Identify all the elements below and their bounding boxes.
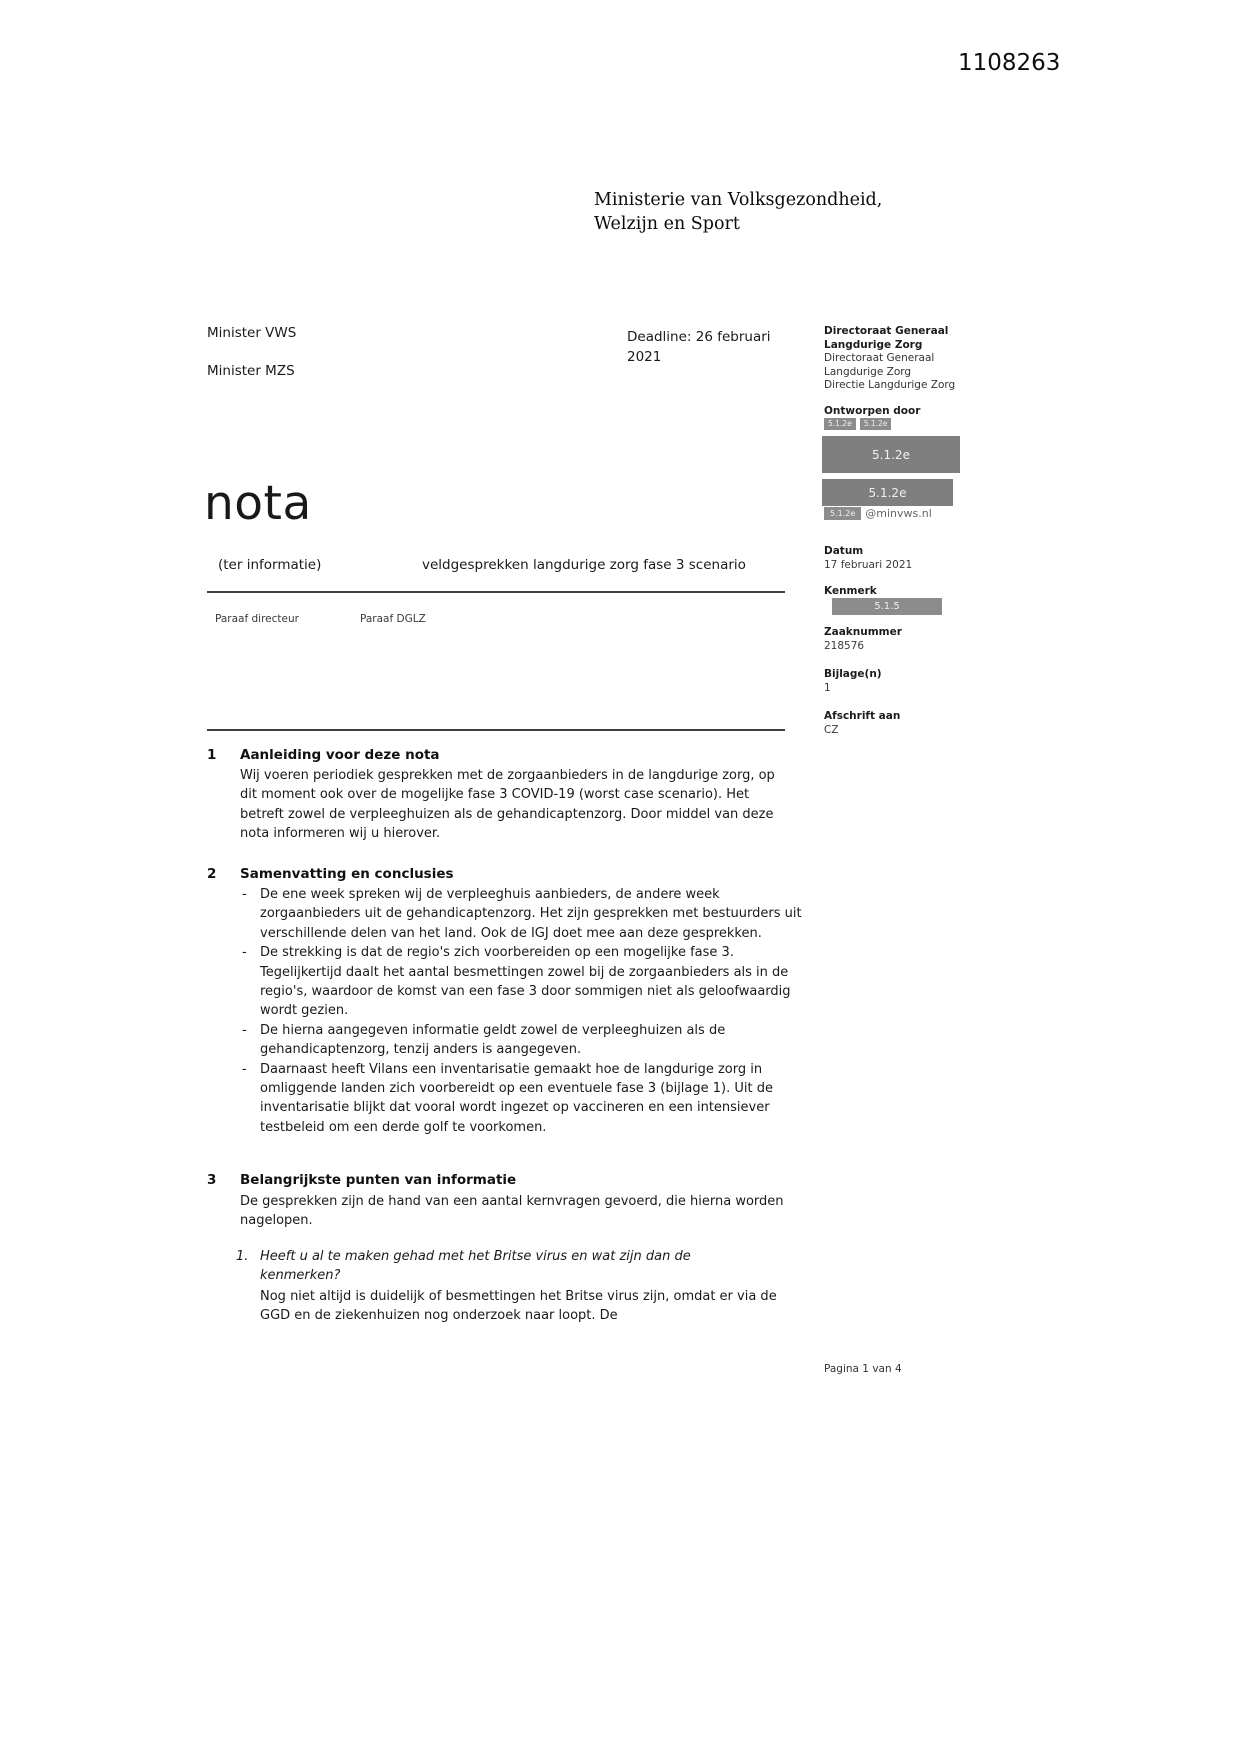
divider-line: [207, 591, 785, 593]
directorate-sub-line: Directie Langdurige Zorg: [824, 379, 956, 391]
section-paragraph: Wij voeren periodiek gesprekken met de zorgaanbieders in de langdurige zorg, op dit moment ook over de mogelijke fase 3 COVID-19 (worst case scenario). Het betreft zowel de verpleeghuizen als de gehandicaptenzorg. Door middel van deze nota informeren wij u hierover.: [240, 768, 775, 842]
bullet-marker: -: [242, 945, 247, 961]
bijlagen-value: 1: [824, 682, 831, 694]
ontworpen-door-label: Ontworpen door: [824, 405, 921, 417]
list-item: [240, 1060, 806, 1138]
list-item: [240, 885, 806, 943]
redaction-box: 5.1.5: [832, 598, 942, 615]
bullet-marker: -: [242, 1022, 247, 1038]
bullet-text: De strekking is dat de regio's zich voorbereiden op een mogelijke fase 3. Tegelijkertijd daalt het aantal besmettingen zowel bij de zorgaanbieders als in de regio's, waardoor de komst van een fase 3 door sommigen niet als geloofwaardig wordt gezien.: [260, 945, 791, 1019]
section-paragraph: De gesprekken zijn de hand van een aantal kernvragen gevoerd, die hierna worden nagelopen.: [240, 1194, 784, 1229]
datum-label: Datum: [824, 545, 864, 557]
directorate-sub-line: Langdurige Zorg: [824, 365, 912, 378]
bullet-text: De ene week spreken wij de verpleeghuis aanbieders, de andere week zorgaanbieders uit de gehandicaptenzorg. Het zijn gesprekken met bestuurders uit verschillende delen van het land. Ook de IGJ doet mee aan deze gesprekken.: [260, 887, 802, 941]
section-number: 1: [207, 747, 217, 763]
answer-paragraph: Nog niet altijd is duidelijk of besmettingen het Britse virus zijn, omdat er via de GGD en de ziekenhuizen nog onderzoek naar loopt. De: [260, 1289, 777, 1324]
section-title: Aanleiding voor deze nota: [240, 747, 440, 763]
afschrift-value: CZ: [824, 724, 839, 736]
redaction-box: 5.1.2e: [822, 436, 960, 473]
directorate-sub-line: Directoraat Generaal: [824, 352, 935, 364]
metadata-sidebar: [824, 0, 1014, 1754]
section-number: 2: [207, 866, 217, 882]
deadline-text: Deadline: 26 februari 2021: [627, 329, 771, 365]
section-heading-2: [207, 866, 454, 882]
ministry-line-2: Welzijn en Sport: [594, 214, 740, 234]
divider-line: [207, 729, 785, 731]
bijlagen-label: Bijlage(n): [824, 668, 882, 680]
recipient-minister-mzs: Minister MZS: [207, 363, 295, 379]
redaction-row: [824, 418, 891, 430]
paraaf-directeur-label: Paraaf directeur: [215, 613, 299, 625]
directorate-name-line: Langdurige Zorg: [824, 338, 923, 351]
section-number: 3: [207, 1172, 217, 1188]
ministry-line-1: Ministerie van Volksgezondheid,: [594, 190, 883, 210]
email-domain: @minvws.nl: [865, 507, 932, 520]
list-item: [240, 1021, 806, 1060]
nota-subject: veldgesprekken langdurige zorg fase 3 scenario: [422, 557, 746, 573]
bullet-text: Daarnaast heeft Vilans een inventarisatie gemaakt hoe de langdurige zorg in omliggende landen zich voorbereidt op een eventuele fase 3 (bijlage 1). Uit de inventarisatie blijkt dat vooral wordt ingezet op vaccineren en een intensiever testbeleid om een derde golf te voorkomen.: [260, 1061, 773, 1135]
section-heading-3: [207, 1172, 516, 1188]
bullet-marker: -: [242, 887, 247, 902]
section-title: Belangrijkste punten van informatie: [240, 1172, 517, 1188]
bullet-marker: -: [242, 1061, 247, 1077]
redaction-box: 5.1.2e: [824, 418, 856, 430]
document-title: nota: [204, 476, 312, 531]
directorate-block: [824, 325, 955, 393]
nota-type: (ter informatie): [218, 557, 322, 573]
redaction-box: 5.1.2e: [824, 507, 861, 520]
page-indicator: Pagina 1 van 4: [824, 1363, 902, 1375]
summary-bullet-list: [240, 885, 806, 1137]
section-heading-1: [207, 747, 440, 763]
email-row: [824, 507, 932, 520]
list-item: [240, 943, 806, 1021]
section-title: Samenvatting en conclusies: [240, 866, 454, 882]
question-number: 1.: [236, 1249, 249, 1264]
afschrift-label: Afschrift aan: [824, 710, 901, 722]
zaaknummer-value: 218576: [824, 640, 865, 652]
redaction-box: 5.1.2e: [822, 479, 953, 506]
paraaf-dglz-label: Paraaf DGLZ: [360, 613, 426, 625]
kenmerk-label: Kenmerk: [824, 585, 877, 597]
doc-number: 1108263: [958, 50, 1061, 76]
directorate-name-line: Directoraat Generaal: [824, 325, 949, 337]
question-text: Heeft u al te maken gehad met het Britse virus en wat zijn dan de kenmerken?: [260, 1249, 691, 1284]
bullet-text: De hierna aangegeven informatie geldt zowel de verpleeghuizen als de gehandicaptenzorg, tenzij anders is aangegeven.: [260, 1022, 726, 1058]
recipient-minister-vws: Minister VWS: [207, 325, 297, 341]
zaaknummer-label: Zaaknummer: [824, 626, 902, 638]
redaction-box: 5.1.2e: [860, 418, 892, 430]
datum-value: 17 februari 2021: [824, 559, 913, 571]
question-item: [236, 1247, 770, 1286]
